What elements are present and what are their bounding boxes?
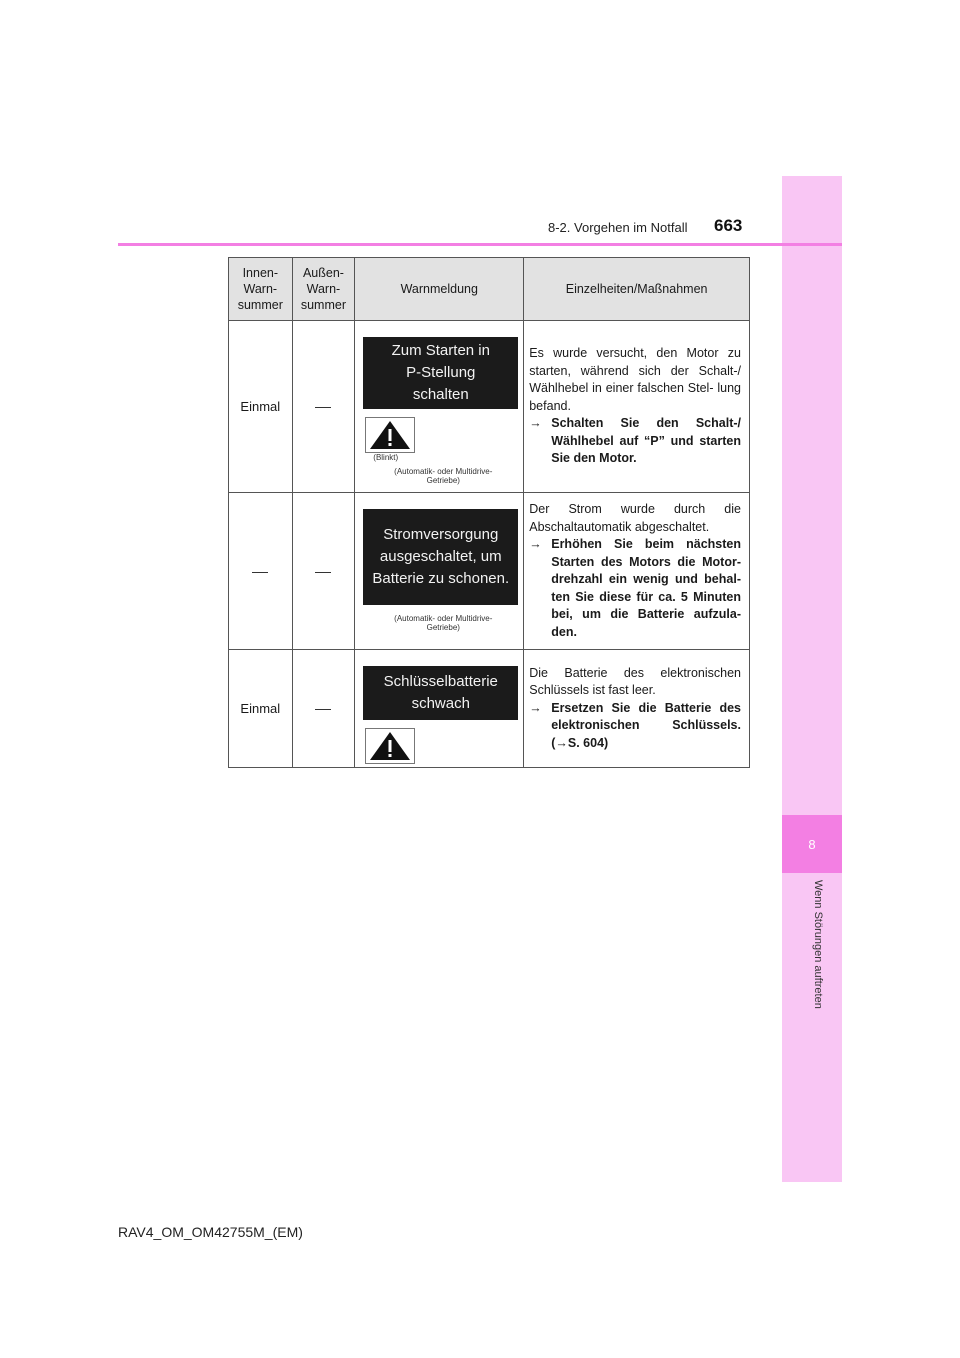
dash [315, 572, 331, 573]
chapter-side-tab [782, 176, 842, 1182]
dash [315, 407, 331, 408]
arrow-icon: → [529, 416, 542, 431]
header-divider [118, 243, 842, 246]
arrow-icon: → [529, 700, 542, 715]
blink-label: (Blinkt) [373, 453, 399, 462]
transmission-note: (Automatik- oder Multidrive-Getriebe) [394, 614, 493, 632]
outer-buzzer-cell [292, 493, 355, 650]
inner-buzzer-cell: Einmal [229, 321, 293, 493]
details-cell [524, 321, 750, 493]
header-message: Warnmeldung [355, 258, 524, 321]
chapter-number: 8 [782, 815, 842, 873]
action-line [529, 700, 741, 753]
message-display: Zum Starten in P-Stellung schalten [363, 337, 518, 409]
detail-description: Es wurde versucht, den Motor zu starten, während sich der Schalt-/ Wählhebel in einer falschen Stel- lung befand. [529, 346, 741, 413]
warning-triangle-icon [365, 417, 415, 453]
warning-triangle-icon [365, 728, 415, 764]
dash [252, 572, 268, 573]
document-code: RAV4_OM_OM42755M_(EM) [118, 1224, 303, 1240]
chapter-title: Wenn Störungen auftreten [812, 880, 824, 1009]
details-cell [524, 493, 750, 650]
message-cell [355, 493, 524, 650]
table-header-row [229, 258, 750, 321]
action-line [529, 536, 741, 641]
action-line [529, 415, 741, 468]
message-cell [355, 650, 524, 768]
detail-description: Die Batterie des elektronischen Schlüssels ist fast leer. [529, 665, 741, 698]
action-text: Ersetzen Sie die Batterie des elektronischen Schlüssels. (→S. 604) [551, 700, 741, 750]
table-row [229, 650, 750, 768]
table-row [229, 321, 750, 493]
arrow-icon: → [529, 537, 542, 551]
action-text: Schalten Sie den Schalt-/ Wählhebel auf “P” und starten Sie den Motor. [551, 416, 741, 466]
outer-buzzer-cell [292, 321, 355, 493]
table-row [229, 493, 750, 650]
warning-table [228, 257, 750, 768]
header-inner-buzzer: Innen- Warn- summer [229, 258, 293, 321]
details-cell [524, 650, 750, 768]
action-text: Erhöhen Sie beim nächsten Starten des Motors die Motor- drehzahl ein wenig und behal- ten Sie diese für ca. 5 Minuten bei, um die Batterie aufzula- den. [551, 537, 741, 639]
header-details: Einzelheiten/Maßnahmen [524, 258, 750, 321]
inner-buzzer-cell [229, 493, 293, 650]
message-display: Schlüsselbatterie schwach [363, 666, 518, 720]
transmission-note: (Automatik- oder Multidrive-Getriebe) [394, 467, 493, 485]
message-display: Stromversorgung ausgeschaltet, um Batterie zu schonen. [363, 509, 518, 605]
detail-description: Der Strom wurde durch die Abschaltautomatik abgeschaltet. [529, 502, 741, 534]
outer-buzzer-cell [292, 650, 355, 768]
dash [315, 709, 331, 710]
message-cell [355, 321, 524, 493]
header-outer-buzzer: Außen- Warn- summer [292, 258, 355, 321]
section-title: 8-2. Vorgehen im Notfall [548, 220, 688, 235]
page-number: 663 [714, 216, 743, 235]
inner-buzzer-cell: Einmal [229, 650, 293, 768]
